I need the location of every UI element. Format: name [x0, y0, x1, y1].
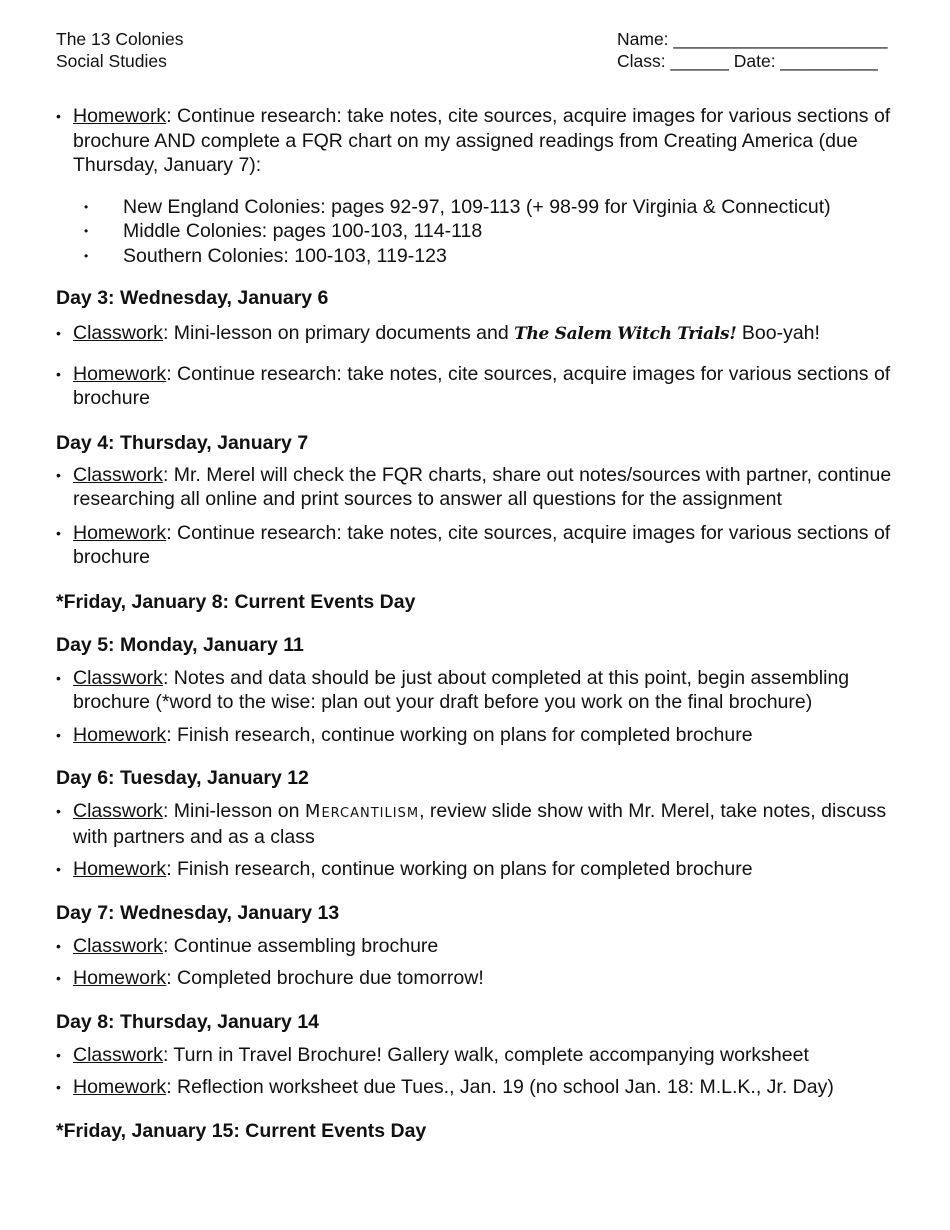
classwork-item: [56, 321, 906, 347]
classwork-item: [56, 799, 906, 849]
reading-item: • New England Colonies: pages 92-97, 109-113 (+ 98-99 for Virginia & Connecticut): [56, 195, 906, 220]
homework-label: Homework: [73, 362, 167, 385]
homework-item: [56, 521, 906, 570]
current-events-heading: *Friday, January 15: Current Events Day: [56, 1119, 427, 1142]
classwork-text-end: Boo-yah!: [736, 322, 820, 344]
class-date-line: Class: ______ Date: __________: [617, 51, 878, 71]
day-heading: Day 8: Thursday, January 14: [56, 1010, 320, 1033]
homework-label: Homework: [73, 521, 167, 544]
classwork-label: Classwork: [73, 934, 163, 957]
day-heading: Day 7: Wednesday, January 13: [56, 901, 340, 924]
homework-label: Homework: [73, 1076, 167, 1098]
classwork-text: : Mr. Merel will check the FQR charts, share out notes/sources with partner, continue researching all online and print sources to answer all questions for the assignment: [73, 463, 892, 510]
classwork-item: [56, 666, 906, 715]
homework-text: : Finish research, continue working on plans for completed brochure: [166, 858, 753, 880]
document-subject: Social Studies: [56, 51, 167, 71]
day-heading: Day 6: Tuesday, January 12: [56, 767, 309, 789]
day-heading: Day 5: Monday, January 11: [56, 633, 304, 656]
homework-item: [56, 966, 906, 991]
name-line: Name: ______________________: [617, 29, 888, 49]
day-heading: Day 3: Wednesday, January 6: [56, 287, 329, 309]
homework-text: : Continue research: take notes, cite sources, acquire images for various sections of brochure: [73, 362, 891, 409]
homework-label: Homework: [73, 858, 167, 880]
homework-text: : Finish research, continue working on plans for completed brochure: [166, 723, 753, 746]
current-events-heading: *Friday, January 8: Current Events Day: [56, 590, 416, 613]
classwork-text: : Turn in Travel Brochure! Gallery walk, complete accompanying worksheet: [162, 1043, 809, 1066]
classwork-label: Classwork: [73, 800, 163, 822]
day-heading: Day 4: Thursday, January 7: [56, 431, 309, 454]
schedule-content: [56, 104, 906, 1143]
homework-text: : Reflection worksheet due Tues., Jan. 19 (no school Jan. 18: M.L.K., Jr. Day): [166, 1076, 834, 1098]
classwork-text: : Mini-lesson on primary documents and: [162, 322, 515, 344]
classwork-label: Classwork: [73, 463, 163, 486]
classwork-item: [56, 934, 906, 959]
classwork-text: : Continue assembling brochure: [162, 934, 439, 957]
classwork-text: : Notes and data should be just about completed at this point, begin assembling brochure (*word to the wise: plan out your draft before you work on the final brochure): [73, 666, 850, 713]
classwork-item: [56, 463, 906, 512]
homework-text: : Completed brochure due tomorrow!: [166, 967, 484, 989]
homework-label: Homework: [73, 967, 167, 989]
classwork-text-end: , review slide show with Mr. Merel, take notes, discuss with partners and as a class: [73, 800, 887, 848]
classwork-item: [56, 1043, 906, 1068]
homework-item: [56, 362, 906, 411]
classwork-label: Classwork: [73, 666, 163, 689]
classwork-label: Classwork: [73, 322, 163, 344]
reading-item: • Middle Colonies: pages 100-103, 114-118: [56, 219, 906, 244]
classwork-label: Classwork: [73, 1043, 163, 1066]
reading-item: • Southern Colonies: 100-103, 119-123: [56, 244, 906, 269]
homework-label: Homework: [73, 105, 167, 127]
homework-item: [56, 1075, 906, 1100]
classwork-text: : Mini-lesson on: [162, 800, 305, 822]
salem-witch-trials-title: The Salem Witch Trials!: [514, 324, 737, 344]
document-title: The 13 Colonies: [56, 29, 184, 49]
mercantilism-term: Mercantilism: [304, 801, 420, 822]
homework-text: : Continue research: take notes, cite sources, acquire images for various sections of brochure AND complete a FQR chart on my assigned readings from Creating America (due Thursday, January 7):: [73, 105, 891, 176]
homework-item: [56, 723, 906, 748]
homework-label: Homework: [73, 723, 167, 746]
document-header-right: [617, 28, 888, 72]
homework-item: [56, 857, 906, 882]
homework-text: : Continue research: take notes, cite sources, acquire images for various sections of brochure: [73, 521, 891, 568]
intro-homework: [56, 104, 906, 178]
document-header-left: [56, 28, 183, 72]
